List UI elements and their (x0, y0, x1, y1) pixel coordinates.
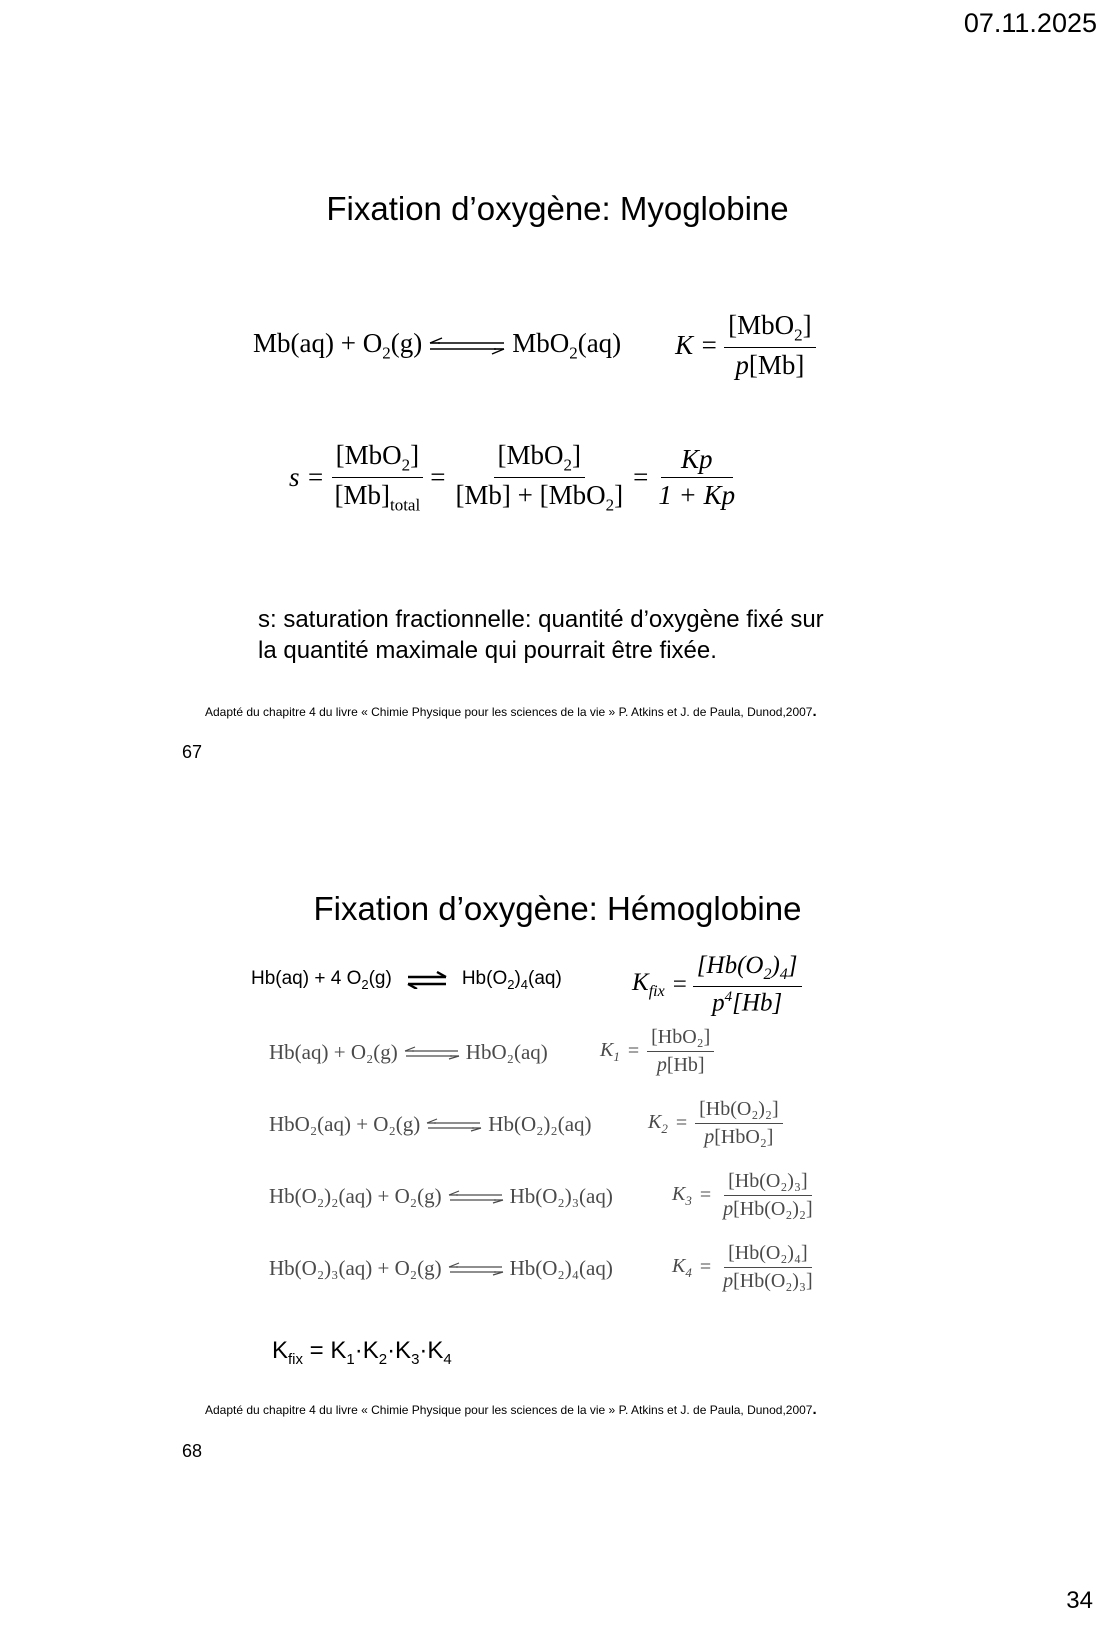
step-constant: $K_4$ = $\frac{\text{[Hb(O₂)₄]}}{\text{p[Hb(O₂)₃]}}$ (672, 1242, 823, 1293)
k-label: K = (675, 330, 719, 361)
step-k-fraction: $\frac{\text{[Hb(O₂)₂]}}{\text{p[HbO₂]}}$ (695, 1098, 782, 1149)
step-k-symbol: $K_4$ (672, 1254, 692, 1280)
step-product: HbO₂(aq) (465, 1040, 548, 1064)
kfix-product: $K_{fix} = K_1\cdot K_2\cdot K_3\cdot K_4$ (272, 1337, 452, 1368)
page-number: 34 (1066, 1587, 1093, 1614)
saturation-description: s: saturation fractionnelle: quantité d’oxygène fixé sur la quantité maximale qui pourrait être fixée. (258, 606, 824, 664)
reaction-product: $Hb(O_2)_4(aq)$ (461, 968, 562, 992)
equilibrium-arrow-icon (426, 1118, 482, 1132)
s-label: s = (289, 462, 325, 493)
slide-title-hemoglobine: Fixation d’oxygène: Hémoglobine (313, 890, 802, 927)
reaction-reactants: $Mb(aq) + O_2(g)$ (253, 328, 423, 363)
equilibrium-arrow-icon (448, 1262, 504, 1276)
source-credit: Adapté du chapitre 4 du livre « Chimie Physique pour les sciences de la vie » P. Atkins et J. de Paula, Dunod,2007. (205, 1401, 817, 1418)
k-fraction: $\frac{[MbO_2]}{p[Mb]}$ (724, 310, 816, 381)
equilibrium-arrow-icon (404, 1046, 460, 1060)
reaction-product: MbO$_2$(aq) (512, 328, 622, 363)
slide-title-myoglobine: Fixation d’oxygène: Myoglobine (326, 190, 789, 227)
step-product: Hb(O₂)₂(aq) (488, 1112, 592, 1136)
equilibrium-arrow-icon (406, 971, 448, 989)
step-k-fraction: $\frac{\text{[HbO₂]}}{p[Hb]}$ (647, 1026, 714, 1077)
step-constant: $K_3$ = $\frac{\text{[Hb(O₂)₃]}}{\text{p[Hb(O₂)₂]}}$ (672, 1170, 823, 1221)
equilibrium-arrow-icon (428, 337, 506, 355)
reaction-reactants: Hb(aq) + 4 $O_2(g)$ (251, 968, 392, 992)
step-product: Hb(O₂)₄(aq) (509, 1256, 613, 1280)
step-reactants: Hb(O₂)₃(aq) + O₂(g) (269, 1256, 442, 1280)
step-k-symbol: $K_1$ (600, 1038, 620, 1064)
step-k-symbol: $K_2$ (648, 1110, 668, 1136)
kfix-fraction: $\frac{[Hb(O_2)_4]}{p^4[Hb]}$ (693, 952, 802, 1017)
slide-number: 67 (182, 742, 203, 762)
s-fraction-3: $\frac{Kp}{1 + Kp}$ (658, 444, 736, 511)
step-k-fraction: $\frac{\text{[Hb(O₂)₃]}}{\text{p[Hb(O₂)₂]}}$ (723, 1170, 813, 1220)
s-fraction-2: $\frac{[MbO_2]}{[Mb] + [MbO_2]}$ (455, 440, 624, 515)
step-constant: $K_1$ = $\frac{\text{[HbO₂]}}{p[Hb]}$ (600, 1026, 720, 1077)
page-date: 07.11.2025 (963, 8, 1097, 38)
kfix-symbol: $K_{fix}$ (632, 968, 665, 1000)
step-k-symbol: $K_3$ (672, 1182, 692, 1208)
step-reactants: HbO₂(aq) + O₂(g) (269, 1112, 421, 1136)
hemoglobin-reaction (251, 968, 562, 992)
step-k-fraction: $\frac{\text{[Hb(O₂)₄]}}{\text{p[Hb(O₂)₃]}}$ (723, 1242, 813, 1292)
step-product: Hb(O₂)₃(aq) (509, 1184, 613, 1208)
slide-number: 68 (182, 1441, 203, 1461)
saturation-equation: s = $\frac{[MbO_2]}{[Mb]_{total}}$ = $\frac{[MbO_2]}{[Mb] + [MbO_2]}$ = $\frac{Kp}{1 + Kp}$ (289, 440, 745, 516)
step-reactants: Hb(aq) + O₂(g) (269, 1040, 398, 1064)
step-reactants: Hb(O₂)₂(aq) + O₂(g) (269, 1184, 442, 1208)
myoglobin-reaction (253, 310, 822, 381)
equilibrium-arrow-icon (448, 1190, 504, 1204)
source-credit: Adapté du chapitre 4 du livre « Chimie Physique pour les sciences de la vie » P. Atkins et J. de Paula, Dunod,2007. (205, 703, 817, 720)
s-fraction-1: $\frac{[MbO_2]}{[Mb]_{total}}$ (330, 440, 424, 516)
kfix-expression: $K_{fix}$ = $\frac{[Hb(O_2)_4]}{p^4[Hb]}$ (632, 952, 808, 1017)
equilibrium-step (269, 1040, 829, 1065)
step-constant: $K_2$ = $\frac{\text{[Hb(O₂)₂]}}{\text{p[HbO₂]}}$ (648, 1098, 789, 1149)
